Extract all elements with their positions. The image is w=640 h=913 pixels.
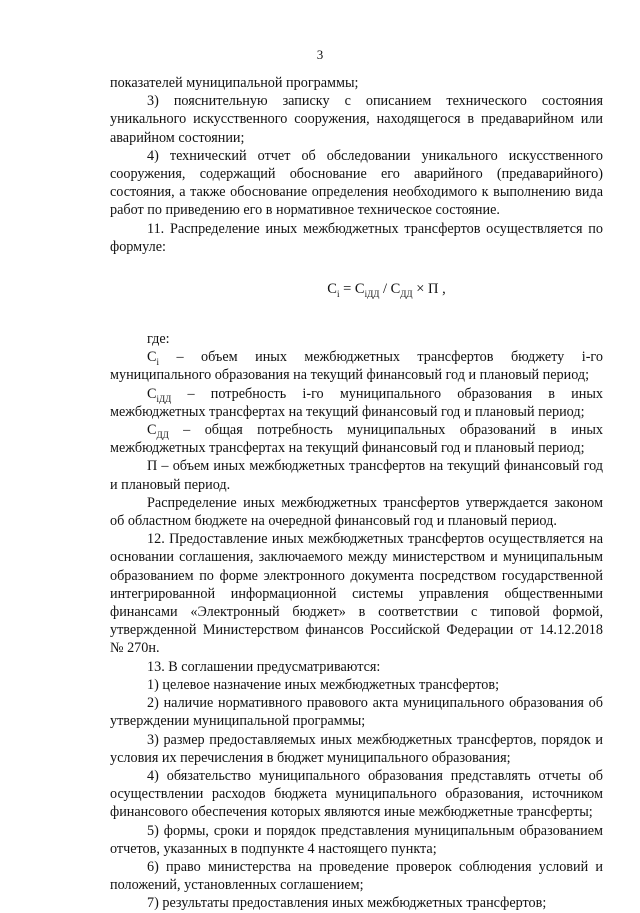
paragraph: Распределение иных межбюджетных трансфертов утверждается законом об областном бюджете на очередной финансовый год и плановый период. xyxy=(110,494,603,530)
definition-ci: $C_i$ – объем иных межбюджетных трансфертов бюджету i-го муниципального образования на текущий финансовый год и плановый период; xyxy=(110,349,603,384)
list-item: 7) результаты предоставления иных межбюджетных трансфертов; xyxy=(147,895,547,912)
list-item: 6) право министерства на проведение проверок соблюдения условий и положений, установленных соглашением; xyxy=(110,858,603,894)
paragraph: 12. Предоставление иных межбюджетных трансфертов осуществляется на основании соглашения, заключаемого между министерством и муниципальным образованием по форме электронного документа посредством государственной интегрированной информационной системы управления общественными финансами «Электронный бюджет» в соответствии с типовой формой, утвержденной Министерством финансов Российской Федерации от 14.12.2018 № 270н. xyxy=(110,531,603,657)
list-item: 2) наличие нормативного правового акта муниципального образования об утверждении муниципальной программы; xyxy=(110,695,603,730)
list-item: 5) формы, сроки и порядок представления муниципальным образованием отчетов, указанных в подпункте 4 настоящего пункта; xyxy=(110,822,603,857)
distribution-formula: $C_i = C_{iДД} / C_{ДД} \times П$ , xyxy=(327,281,446,299)
paragraph: 3) пояснительную записку с описанием технического состояния уникального искусственного сооружения, находящегося в предаварийном или аварийном состоянии; xyxy=(110,93,603,146)
definition-cdd: $C_{ДД}$ – общая потребность муниципальных образований в иных межбюджетных трансфертах на текущий финансовый год и плановый период; xyxy=(110,422,603,457)
document-body xyxy=(110,74,603,913)
paragraph: 11. Распределение иных межбюджетных трансфертов осуществляется по формуле: xyxy=(110,220,603,255)
where-label: где: xyxy=(147,331,170,348)
definition-p: П – объем иных межбюджетных трансфертов на текущий финансовый год и плановый период. xyxy=(110,458,603,493)
list-item: 4) обязательство муниципального образования представлять отчеты об осуществлении расходов бюджета муниципального образования, источником финансового обеспечения которых являются иные межбюджетные трансферты; xyxy=(110,767,603,821)
definition-cidd: $C_{iДД}$ – потребность i-го муниципального образования в иных межбюджетных трансфертах на текущий финансовый год и плановый период; xyxy=(110,385,603,420)
page-number: 3 xyxy=(316,47,324,62)
list-item: 1) целевое назначение иных межбюджетных трансфертов; xyxy=(147,676,500,693)
paragraph: показателей муниципальной программы; xyxy=(110,75,359,91)
list-item: 3) размер предоставляемых иных межбюджетных трансфертов, порядок и условия их перечисления в бюджет муниципального образования; xyxy=(110,731,603,766)
paragraph: 13. В соглашении предусматриваются: xyxy=(147,658,381,675)
paragraph: 4) технический отчет об обследовании уникального искусственного сооружения, содержащий обоснование его аварийного (предаварийного) состояния, а также обоснование определения необходимого к выполнению вида работ по приведению его в нормативное техническое состояние. xyxy=(110,147,603,219)
